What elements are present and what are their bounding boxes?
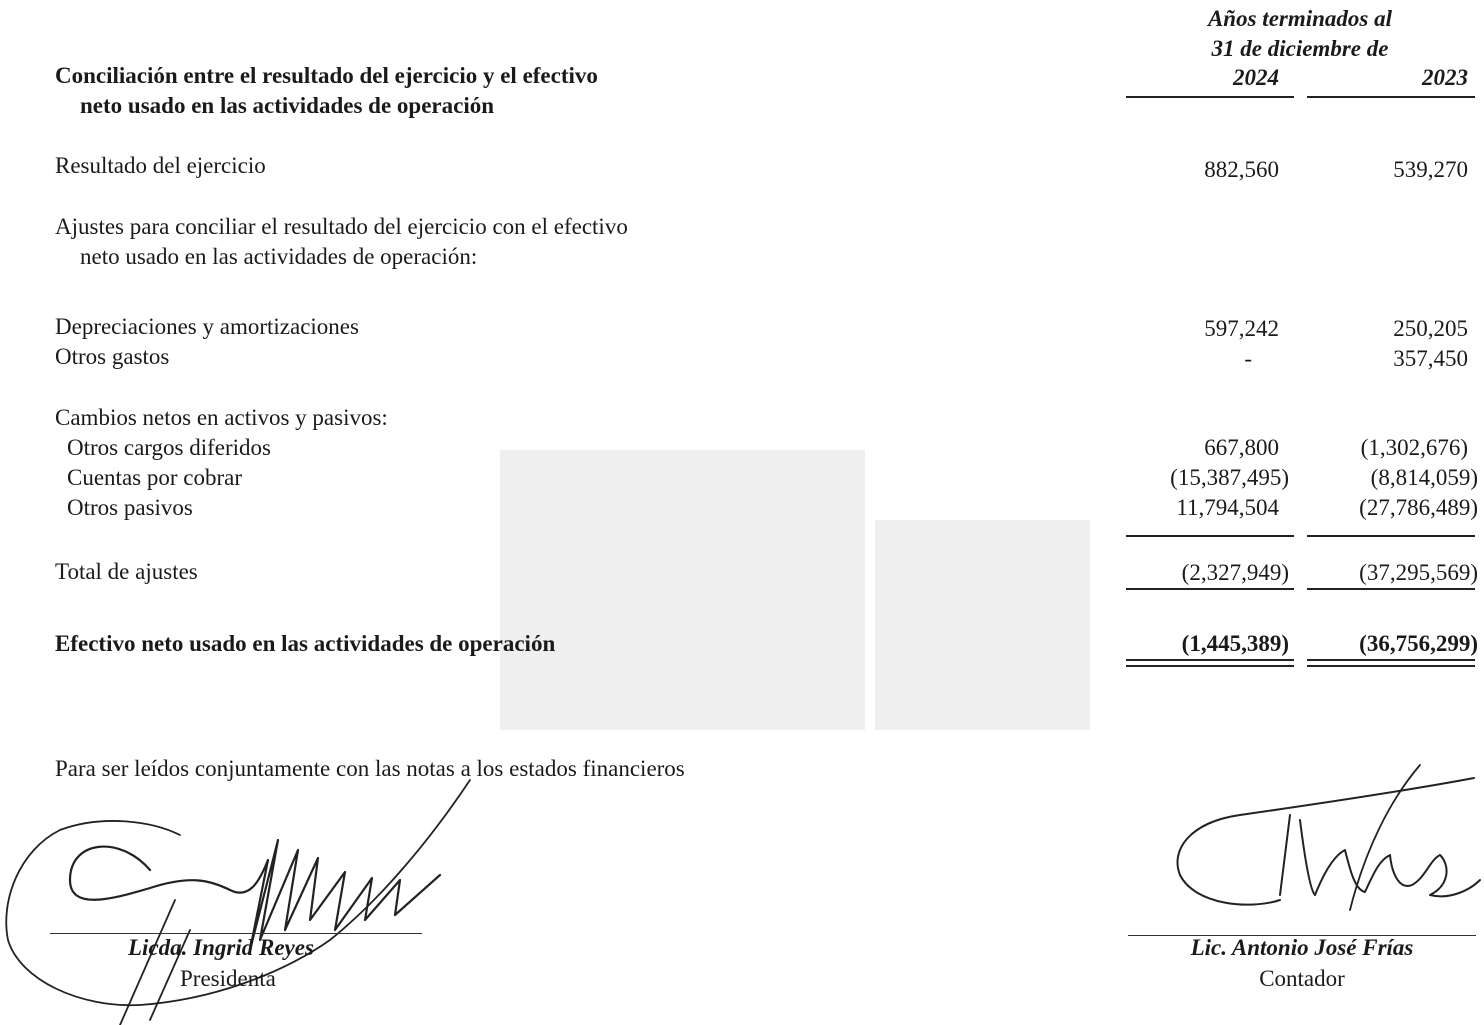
row-value-otros-gastos-2024: - <box>1244 346 1252 371</box>
row-value-cuentas-cobrar-2023: (8,814,059) <box>1370 465 1478 490</box>
header-underline-2023 <box>1307 96 1475 98</box>
grand-total-double-underline-2024 <box>1126 659 1294 667</box>
row-value-resultado-2023: 539,270 <box>1393 157 1468 182</box>
row-value-otros-pasivos-2023: (27,786,489) <box>1359 495 1478 520</box>
row-label-resultado: Resultado del ejercicio <box>55 153 266 178</box>
row-value-depreciaciones-2023: 250,205 <box>1393 316 1468 341</box>
row-label-cuentas-cobrar: Cuentas por cobrar <box>67 465 242 490</box>
section-title-line2: neto usado en las actividades de operación <box>80 93 495 118</box>
ajustes-intro-line2: neto usado en las actividades de operación: <box>80 244 478 269</box>
row-value-efectivo-neto-2024: (1,445,389) <box>1181 631 1289 656</box>
year-2024-header: 2024 <box>1233 65 1279 90</box>
signatory-right-role: Contador <box>1259 966 1345 991</box>
row-label-efectivo-neto: Efectivo neto usado en las actividades de operación <box>55 631 556 656</box>
row-value-cuentas-cobrar-2024: (15,387,495) <box>1170 465 1289 490</box>
period-header-line1: Años terminados al <box>1207 6 1393 31</box>
total-underline-2023 <box>1307 588 1475 590</box>
signatory-left-name: Licda. Ingrid Reyes <box>128 935 314 960</box>
signatory-left-role: Presidenta <box>180 966 276 991</box>
year-2023-header: 2023 <box>1422 65 1468 90</box>
row-label-depreciaciones: Depreciaciones y amortizaciones <box>55 314 359 339</box>
subtotal-underline-2023 <box>1307 535 1475 537</box>
section-title-line1: Conciliación entre el resultado del ejercicio y el efectivo <box>55 63 598 88</box>
row-value-otros-gastos-2023: 357,450 <box>1393 346 1468 371</box>
watermark-logo <box>500 450 1090 730</box>
total-underline-2024 <box>1126 588 1294 590</box>
row-value-otros-cargos-2023: (1,302,676) <box>1360 435 1468 460</box>
row-value-otros-cargos-2024: 667,800 <box>1204 435 1279 460</box>
row-value-total-ajustes-2024: (2,327,949) <box>1181 560 1289 585</box>
subtotal-underline-2024 <box>1126 535 1294 537</box>
row-label-otros-cargos: Otros cargos diferidos <box>67 435 271 460</box>
row-value-total-ajustes-2023: (37,295,569) <box>1359 560 1478 585</box>
signatory-right-name: Lic. Antonio José Frías <box>1190 935 1414 960</box>
period-header-line2: 31 de diciembre de <box>1211 36 1389 61</box>
row-label-total-ajustes: Total de ajustes <box>55 559 198 584</box>
row-value-depreciaciones-2024: 597,242 <box>1204 316 1279 341</box>
footer-note: Para ser leídos conjuntamente con las notas a los estados financieros <box>55 756 685 781</box>
header-underline-2024 <box>1126 96 1294 98</box>
signature-right-image <box>1150 760 1484 950</box>
row-label-otros-pasivos: Otros pasivos <box>67 495 193 520</box>
row-value-otros-pasivos-2024: 11,794,504 <box>1176 495 1279 520</box>
row-label-otros-gastos: Otros gastos <box>55 344 170 369</box>
row-value-efectivo-neto-2023: (36,756,299) <box>1359 631 1478 656</box>
grand-total-double-underline-2023 <box>1307 659 1475 667</box>
row-value-resultado-2024: 882,560 <box>1204 157 1279 182</box>
row-label-cambios-netos: Cambios netos en activos y pasivos: <box>55 405 388 430</box>
ajustes-intro-line1: Ajustes para conciliar el resultado del ejercicio con el efectivo <box>55 214 628 239</box>
